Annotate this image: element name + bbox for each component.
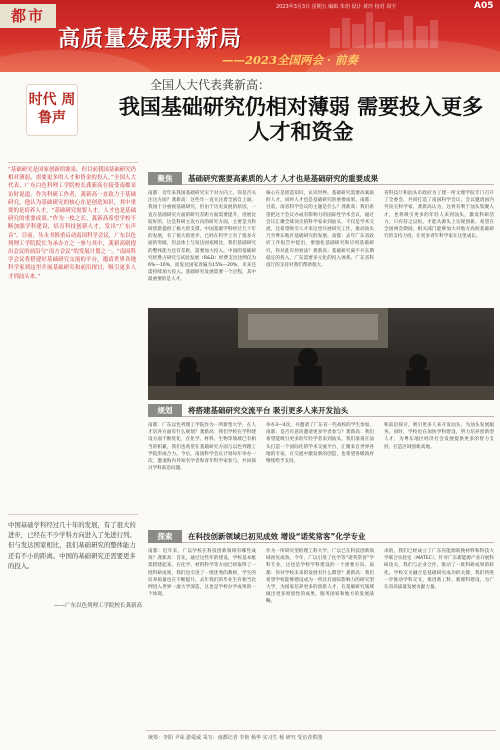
section-title: 在科技创新领域已初见成效 增设“诺奖常客”化学专业 [188,532,366,541]
body-column: 举办3—4次，并邀请了广东省一些高校的学生参加，南都：是否有意向邀请更多学者参与？龚新高：我们希望能吸引更多的年轻学者来到汕头，我们准备在汕头打造一个国际化的学术交流平台，汇聚来自世界各地的专家，在交流中激发新的创造，也希望各级政府继续给予支持。 [266,423,374,465]
section-header-focus [148,172,494,185]
event-subtitle: ——2023全国两会 · 前奏 [222,53,359,67]
decorative-wave [0,50,160,72]
article-kicker: 全国人大代表龚新高： [150,78,271,92]
body-column: 作为一所研究型的理工科大学，广以已在科技创新领域初见成效。今年，广以引进了化学等“诺奖常客”学科专业，这也是学校学科建设的一个重要方向。南都：你对学校未来的发展有什么期望？龚新高：我们希望学校能够建设成为一所具有国际影响力的研究型大学，为国家培养更多的创新人才，在基础研究领域做出更多原创性的成果，服务国家和地方的发展战略。 [266,549,374,605]
body-column: 南都：近年来，广以学校在科技创新领域有哪些成效？龚新高：首先，通过这些年的建设，学校基本框架搭建起来，在化学、材料科学等方面已经取得了一批科研成果，我们也引进了一批优秀的教师，学生的培养质量也在不断提升，去年我们的毕业生有相当比例进入世界一流大学深造，这也是学校办学成果的一个体现。 [148,549,256,598]
page-number: A05 [474,1,494,11]
logo-lettering: 时代 周 鲁声 [28,92,76,126]
section-header-plan [148,404,494,417]
divider [182,416,494,417]
divider [8,514,138,515]
divider [146,730,496,731]
section-title: 基础研究需要高素质的人才 人才也是基础研究的重要成果 [188,174,379,183]
body-column: 和前沿探讨，吸引更多人来开发汕头，为汕头发展服务。同时，学校也在加快学科建设，努力培养创新型人才，为粤东地区经济社会发展提供更多的智力支持，打造区域创新高地。 [384,423,494,450]
body-column: 省科技厅和汕头市政府为了建一所文理学院专门召开了全委会，共同打造了南国科学会议，会议邀请国内外顶尖科学家，龚新高认为，这将有利于汕头集聚人才，也将吸引更多的年轻人来到汕头，激发科研活力。只有持之以恒，才能从源头上实现创新。希望在全国两会期间，相关部门能够加大对地方高校基础研究的支持力度，让更多青年科学家在这里成长。 [384,191,494,240]
section-tag-label: 规划 [148,404,182,417]
photo-illustration [148,308,494,400]
conference-photo [148,308,494,400]
section-title: 将搭建基础研究交流平台 吸引更多人来开发汕头 [188,406,349,415]
byline-credits: 统筹：李阳 尹荣 游爱威 采写：南都记者 李艳 杨华 实习生 杨 研究 受访者供图 [148,735,323,741]
pull-quote: 中国基础学科经过几十年的发展，有了很大的进步，已经在不少学科方向进入了先进行列。但与发达国家相比，我们基础研究的整体能力还有不小的距离。中国的基础研究还需要更多的投入。 [8,521,136,570]
masthead-banner [0,0,500,72]
body-column: 求的，我们已经成立了广东省能源转换材料和科技大学联合实验室（MATEC），针对广东新能源产业开展科研攻关，我们与企业合作，推动了一批科研成果的转化。学校交叉融合是基础研究成功的关键，我们将进一步推动学科交叉，推进新工科、新理科建设，为广东省高质量发展贡献力量。 [384,549,494,591]
divider [182,542,494,543]
article-headline: 我国基础研究仍相对薄弱 需要投入更多人才和资金 [118,94,484,144]
section-tag: 都市 [0,4,56,28]
pull-quote-attribution: ——广东以色列理工学院校长龚新高 [53,603,142,609]
issue-meta: 2023年3月3日 星期五 编辑 朱玥 设计 黄玲 校对 周宇 [276,4,397,10]
city-skyline-icon [330,8,450,48]
divider [8,162,138,163]
section-tag-label: 探索 [148,530,182,543]
column-logo [26,84,78,136]
body-column: 南都：近年来我国基础研究实于对方向上。你是否关注这方面？龚新高：这些年一直关注着全国自上面，我国十分重视基础研究，但由于历史发展的原因，一直在基础研究方面的研究差距方面需要提升，进展比较好的，这是科研主攻方向的研究方面，主要是为科研创新提供了极大的支撑。中国基础学科经过几十年的发展，有了很大的进步，已经在科学上有了很多方面的突破，但总体上与发达国家相比，我们基础研究的整体能力还有差距，需要加大投入。中国的基础研究经费占研究与试验发展（R&D）经费支出比例仅为6%—10%，而发达国家普遍为15%—20%，未来还需持续加大投入。基础研究发展需要一个过程，其中最重要的是人才。 [148,191,256,283]
section-header-explore [148,530,494,543]
lead-paragraph: “基础研究是国家创新的源泉，但目前我国基础研究仍相对薄弱，需要更多的人才和资金的投入。”全国人大代表、广东白色科理工学院校长龚新高在接受南都采访时说道。作为科研工作者，龚新高一直致力于基础研究，他认为基础研究的核心在是创造知识，其中重要的是培养人才，“基础研究需要人才，人才也是基础研究的重要成果。”作为一枚之长，龚新高希望学校不断加强学科建设，培育科技创新人才，发出“广东声音”。目前，丛永书推重启动南国科学会议，广东以色列理工学院院长为承办方之一参与其中，龚新高则提出会议的前沿与“南方会议”的发展计划之一。“南国科学会议将搭建好基础研究交流的平台，邀请世界各地科学家到这里开展基础研究和前沿探讨，吸引更多人才到汕头来。” [8,167,136,280]
section-tag-label: 聚焦 [148,172,182,185]
special-banner-title: 高质量发展开新局 [58,26,243,52]
divider [182,184,494,185]
body-column: 南都：广东以色列理工学院作为一所新型大学，在人才培养方面有什么规划？龚新高：我们学校在学科建设方面不断优化，在化学、材料、生物等领域已有相当的积累，我们也希望在基础研究方面与以色列理工学院形成合力。今后，南国科学会议计划每年举办一次，邀请海内外知名学者和青年科学家参与，共同探讨学科前沿问题。 [148,423,256,472]
body-column: 核心在是创造知识，认识世界。基础研究需要高素质的人才，同时人才也是基础研究的重要成果。南都：目前，南省科学会议的主题是什么？龚新高：我们希望把这个会议办成有影响力的国际性学术会议，通过会议汇聚全球顶尖的科学家来到汕头，不仅是学术交流，还希望吸引人才来这里开展研究工作，推动汕头乃至粤东地区基础研究的发展。南都：去年广东省政府工作报告中提出，要强化基础研究和应用基础研究，你对此有何看法？龚新高：基础研究离不开长期稳定的投入，广东需要多元化的投入体系。广东省科技厅的支持对我们帮助很大。 [266,191,374,269]
